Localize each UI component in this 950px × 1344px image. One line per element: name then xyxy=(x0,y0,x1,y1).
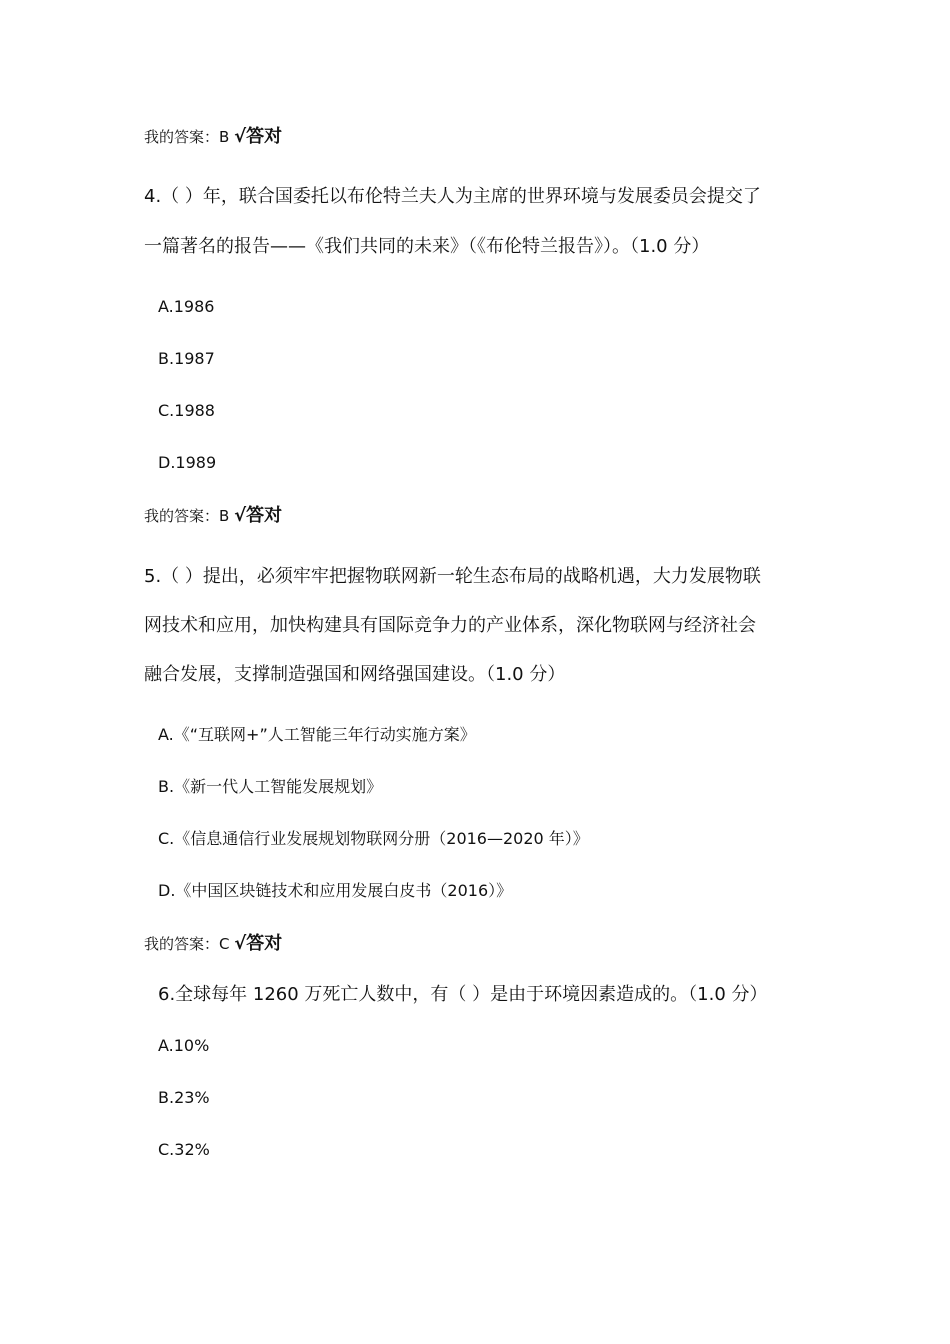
question-4-line-1: 4.（ ）年，联合国委托以布伦特兰夫人为主席的世界环境与发展委员会提交了 xyxy=(144,186,761,207)
answer-text: 我的答案：B xyxy=(144,507,235,525)
question-4-option-d: D.1989 xyxy=(158,453,217,472)
question-6-line-1: 6.全球每年 1260 万死亡人数中，有（ ）是由于环境因素造成的。（1.0 分） xyxy=(158,984,768,1005)
question-4-option-b: B.1987 xyxy=(158,349,215,368)
question-6-option-b: B.23% xyxy=(158,1088,210,1107)
answer-line xyxy=(144,127,282,147)
question-5-line-2: 网技术和应用，加快构建具有国际竞争力的产业体系，深化物联网与经济社会 xyxy=(144,615,756,636)
question-4-option-c: C.1988 xyxy=(158,401,215,420)
question-5-option-c: C.《信息通信行业发展规划物联网分册（2016—2020 年）》 xyxy=(158,829,589,848)
correct-mark: √答对 xyxy=(234,126,283,147)
question-5-line-1: 5.（ ）提出，必须牢牢把握物联网新一轮生态布局的战略机遇，大力发展物联 xyxy=(144,566,761,587)
question-4-line-2: 一篇著名的报告——《我们共同的未来》（《布伦特兰报告》）。（1.0 分） xyxy=(144,236,710,257)
answer-line xyxy=(144,934,282,954)
question-4-option-a: A.1986 xyxy=(158,297,215,316)
question-5-option-d: D.《中国区块链技术和应用发展白皮书（2016）》 xyxy=(158,881,513,900)
question-6-option-a: A.10% xyxy=(158,1036,210,1055)
question-5-option-b: B.《新一代人工智能发展规划》 xyxy=(158,777,383,796)
answer-line xyxy=(144,506,282,526)
question-5-line-3: 融合发展，支撑制造强国和网络强国建设。（1.0 分） xyxy=(144,664,566,685)
question-6-option-c: C.32% xyxy=(158,1140,210,1159)
answer-text: 我的答案：C xyxy=(144,935,235,953)
answer-text: 我的答案：B xyxy=(144,128,235,146)
correct-mark: √答对 xyxy=(234,505,283,526)
correct-mark: √答对 xyxy=(234,933,283,954)
question-5-option-a: A.《“互联网+”人工智能三年行动实施方案》 xyxy=(158,725,476,744)
